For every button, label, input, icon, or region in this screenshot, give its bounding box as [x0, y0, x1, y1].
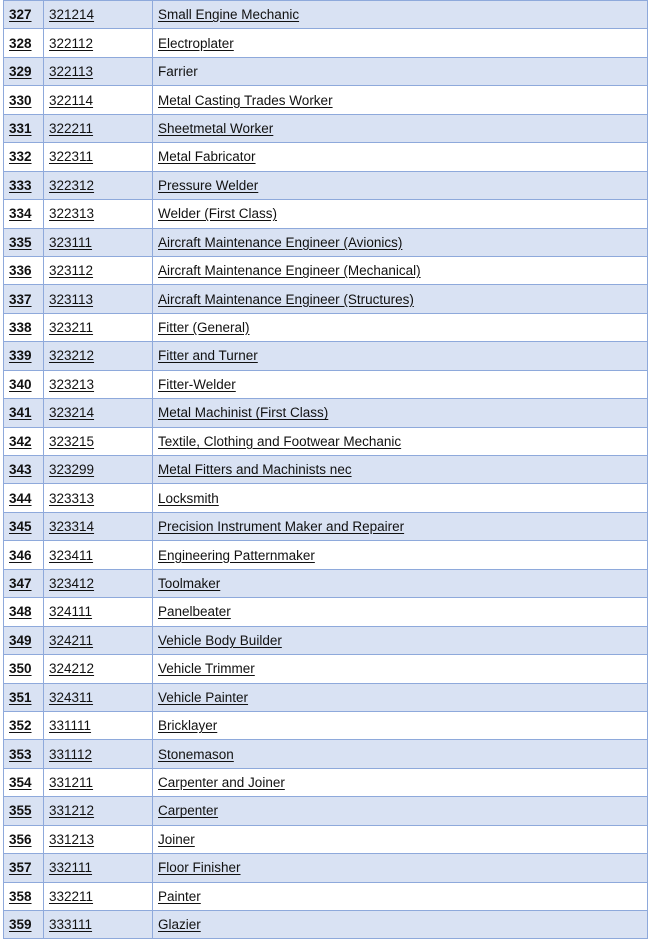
occupation-code-link[interactable]: 331212 [49, 803, 95, 819]
table-row [4, 512, 648, 540]
row-number-cell [4, 740, 44, 768]
occupation-title-cell [153, 768, 648, 796]
occupation-title-cell [153, 541, 648, 569]
row-number-cell [4, 456, 44, 484]
occupation-code-cell [44, 285, 153, 313]
occupation-title-cell [153, 200, 648, 228]
row-number-link[interactable]: 347 [9, 575, 32, 591]
occupation-table-body [4, 1, 648, 939]
occupation-title-link[interactable]: Pressure Welder [158, 177, 259, 193]
row-number-cell [4, 882, 44, 910]
row-number-link[interactable]: 330 [9, 92, 32, 108]
occupation-title-cell [153, 512, 648, 540]
table-row [4, 456, 648, 484]
row-number-cell [4, 797, 44, 825]
occupation-code-link[interactable]: 324111 [49, 604, 93, 620]
row-number-link[interactable]: 353 [9, 746, 32, 762]
row-number-link[interactable]: 327 [9, 7, 32, 23]
row-number-link[interactable]: 328 [9, 35, 32, 51]
occupation-title-cell [153, 655, 648, 683]
occupation-code-cell [44, 342, 153, 370]
occupation-title-link[interactable]: Bricklayer [158, 718, 218, 734]
occupation-title-cell [153, 399, 648, 427]
row-number-cell [4, 484, 44, 512]
table-row [4, 911, 648, 939]
occupation-title-link[interactable]: Engineering Patternmaker [158, 547, 315, 563]
occupation-code-cell [44, 456, 153, 484]
row-number-cell [4, 86, 44, 114]
occupation-title-link[interactable]: Fitter-Welder [158, 376, 236, 392]
occupation-title-link[interactable]: Precision Instrument Maker and Repairer [158, 519, 405, 535]
occupation-code-cell [44, 200, 153, 228]
occupation-code-link[interactable]: 332211 [49, 888, 94, 904]
occupation-title-link[interactable]: Textile, Clothing and Footwear Mechanic [158, 433, 402, 449]
occupation-code-link[interactable]: 331112 [49, 746, 93, 762]
occupation-title-link[interactable]: Metal Fitters and Machinists nec [158, 462, 352, 478]
table-row [4, 143, 648, 171]
row-number-link[interactable]: 334 [9, 206, 32, 222]
table-row [4, 711, 648, 739]
occupation-title-cell [153, 228, 648, 256]
occupation-title-link[interactable]: Aircraft Maintenance Engineer (Structures) [158, 291, 414, 307]
occupation-title-cell [153, 569, 648, 597]
occupation-code-link[interactable]: 331213 [49, 831, 95, 847]
row-number-cell [4, 342, 44, 370]
row-number-link[interactable]: 344 [9, 490, 32, 506]
row-number-cell [4, 29, 44, 57]
row-number-cell [4, 57, 44, 85]
occupation-code-link[interactable]: 323214 [49, 405, 95, 421]
table-row [4, 114, 648, 142]
row-number-link[interactable]: 329 [9, 64, 32, 80]
occupation-code-link[interactable]: 323411 [49, 547, 94, 563]
occupation-code-link[interactable]: 332111 [49, 860, 93, 876]
row-number-cell [4, 854, 44, 882]
occupation-code-link[interactable]: 324311 [49, 689, 94, 705]
row-number-link[interactable]: 359 [9, 917, 32, 933]
occupation-title-cell [153, 797, 648, 825]
occupation-title-link[interactable]: Small Engine Mechanic [158, 7, 300, 23]
table-row [4, 256, 648, 284]
occupation-code-link[interactable]: 323213 [49, 376, 95, 392]
row-number-cell [4, 1, 44, 29]
occupation-code-cell [44, 768, 153, 796]
occupation-title-cell [153, 854, 648, 882]
row-number-cell [4, 825, 44, 853]
occupation-code-link[interactable]: 323412 [49, 575, 95, 591]
occupation-code-cell [44, 370, 153, 398]
occupation-code-cell [44, 683, 153, 711]
occupation-title-cell [153, 598, 648, 626]
row-number-link[interactable]: 331 [9, 120, 32, 136]
table-row [4, 598, 648, 626]
occupation-title-cell [153, 256, 648, 284]
occupation-title-cell [153, 29, 648, 57]
row-number-cell [4, 711, 44, 739]
row-number-cell [4, 911, 44, 939]
occupation-title-cell [153, 484, 648, 512]
occupation-title-link[interactable]: Sheetmetal Worker [158, 120, 274, 136]
row-number-link[interactable]: 350 [9, 661, 32, 677]
row-number-link[interactable]: 352 [9, 718, 32, 734]
occupation-code-link[interactable]: 324211 [49, 632, 94, 648]
occupation-title-cell [153, 114, 648, 142]
row-number-link[interactable]: 341 [9, 405, 32, 421]
occupation-code-cell [44, 569, 153, 597]
occupation-code-link[interactable]: 323299 [49, 462, 95, 478]
table-row [4, 626, 648, 654]
occupation-code-link[interactable]: 323112 [49, 263, 94, 279]
row-number-link[interactable]: 337 [9, 291, 32, 307]
occupation-title-link[interactable]: Painter [158, 888, 201, 904]
row-number-cell [4, 285, 44, 313]
table-row [4, 882, 648, 910]
row-number-cell [4, 655, 44, 683]
occupation-code-cell [44, 29, 153, 57]
occupation-code-link[interactable]: 321214 [49, 7, 95, 23]
occupation-table [3, 0, 648, 939]
occupation-title-cell [153, 285, 648, 313]
occupation-title-link[interactable]: Floor Finisher [158, 860, 241, 876]
occupation-title: Farrier [158, 64, 198, 80]
occupation-title-link[interactable]: Locksmith [158, 490, 219, 506]
row-number-link[interactable]: 333 [9, 177, 32, 193]
occupation-code-cell [44, 541, 153, 569]
table-row [4, 29, 648, 57]
row-number-cell [4, 228, 44, 256]
occupation-code-cell [44, 86, 153, 114]
occupation-title-cell [153, 711, 648, 739]
occupation-code-cell [44, 313, 153, 341]
row-number-link[interactable]: 339 [9, 348, 32, 364]
row-number-cell [4, 598, 44, 626]
occupation-code-link[interactable]: 324212 [49, 661, 95, 677]
occupation-code-cell [44, 1, 153, 29]
occupation-code-link[interactable]: 323211 [49, 320, 94, 336]
occupation-title-cell [153, 171, 648, 199]
row-number-link[interactable]: 356 [9, 831, 32, 847]
row-number-cell [4, 143, 44, 171]
occupation-code-link[interactable]: 322312 [49, 177, 95, 193]
row-number-link[interactable]: 349 [9, 632, 32, 648]
table-row [4, 854, 648, 882]
row-number-cell [4, 512, 44, 540]
occupation-code-cell [44, 711, 153, 739]
row-number-link[interactable]: 342 [9, 433, 32, 449]
occupation-title-link[interactable]: Electroplater [158, 35, 234, 51]
occupation-code-cell [44, 825, 153, 853]
occupation-code-link[interactable]: 323313 [49, 490, 95, 506]
table-row [4, 825, 648, 853]
row-number-cell [4, 200, 44, 228]
table-row [4, 797, 648, 825]
occupation-title-link[interactable]: Fitter (General) [158, 320, 250, 336]
occupation-title-cell [153, 427, 648, 455]
occupation-title-link[interactable]: Aircraft Maintenance Engineer (Mechanical) [158, 263, 421, 279]
occupation-title-cell [153, 740, 648, 768]
occupation-title-link[interactable]: Stonemason [158, 746, 234, 762]
occupation-code-cell [44, 598, 153, 626]
table-row [4, 683, 648, 711]
occupation-title-link[interactable]: Metal Casting Trades Worker [158, 92, 333, 108]
table-row [4, 57, 648, 85]
row-number-link[interactable]: 354 [9, 775, 32, 791]
table-row [4, 655, 648, 683]
occupation-code-cell [44, 911, 153, 939]
occupation-code-link[interactable]: 322211 [49, 120, 94, 136]
occupation-title-cell [153, 313, 648, 341]
table-row [4, 740, 648, 768]
table-row [4, 200, 648, 228]
occupation-code-cell [44, 484, 153, 512]
table-row [4, 342, 648, 370]
occupation-title-cell [153, 626, 648, 654]
row-number-link[interactable]: 332 [9, 149, 32, 165]
occupation-title-link[interactable]: Carpenter and Joiner [158, 775, 285, 791]
occupation-code-cell [44, 171, 153, 199]
occupation-code-link[interactable]: 322313 [49, 206, 95, 222]
row-number-cell [4, 370, 44, 398]
row-number-cell [4, 427, 44, 455]
table-row [4, 399, 648, 427]
occupation-title-link[interactable]: Panelbeater [158, 604, 231, 620]
occupation-code-cell [44, 626, 153, 654]
row-number-link[interactable]: 340 [9, 376, 32, 392]
table-row [4, 569, 648, 597]
occupation-code-cell [44, 854, 153, 882]
table-row [4, 171, 648, 199]
row-number-link[interactable]: 343 [9, 462, 32, 478]
occupation-code-cell [44, 114, 153, 142]
occupation-code-link[interactable]: 323212 [49, 348, 95, 364]
row-number-link[interactable]: 355 [9, 803, 32, 819]
row-number-link[interactable]: 345 [9, 519, 32, 535]
row-number-link[interactable]: 358 [9, 888, 32, 904]
occupation-code-cell [44, 655, 153, 683]
occupation-code-cell [44, 256, 153, 284]
occupation-code-cell [44, 512, 153, 540]
occupation-title-link[interactable]: Carpenter [158, 803, 219, 819]
occupation-title-cell [153, 683, 648, 711]
occupation-code-cell [44, 143, 153, 171]
row-number-cell [4, 541, 44, 569]
row-number-cell [4, 313, 44, 341]
occupation-code-link[interactable]: 322114 [49, 92, 94, 108]
occupation-title-cell [153, 911, 648, 939]
occupation-code-cell [44, 427, 153, 455]
occupation-code-cell [44, 882, 153, 910]
occupation-title-cell [153, 882, 648, 910]
occupation-title-link[interactable]: Aircraft Maintenance Engineer (Avionics) [158, 234, 403, 250]
occupation-code-cell [44, 740, 153, 768]
occupation-code-link[interactable]: 322311 [49, 149, 94, 165]
occupation-code-cell [44, 228, 153, 256]
occupation-title-link[interactable]: Vehicle Body Builder [158, 632, 282, 648]
table-row [4, 313, 648, 341]
row-number-link[interactable]: 338 [9, 320, 32, 336]
table-row [4, 427, 648, 455]
row-number-cell [4, 683, 44, 711]
table-row [4, 370, 648, 398]
row-number-cell [4, 256, 44, 284]
row-number-cell [4, 114, 44, 142]
row-number-cell [4, 399, 44, 427]
row-number-link[interactable]: 336 [9, 263, 32, 279]
occupation-code-link[interactable]: 331211 [49, 775, 94, 791]
row-number-link[interactable]: 357 [9, 860, 32, 876]
occupation-code-link[interactable]: 323314 [49, 519, 95, 535]
occupation-title-cell [153, 370, 648, 398]
row-number-link[interactable]: 335 [9, 234, 32, 250]
row-number-cell [4, 569, 44, 597]
occupation-code-link[interactable]: 323113 [49, 291, 94, 307]
occupation-code-link[interactable]: 322113 [49, 64, 94, 80]
occupation-code-link[interactable]: 323215 [49, 433, 95, 449]
occupation-title-cell [153, 456, 648, 484]
table-row [4, 484, 648, 512]
occupation-title-link[interactable]: Joiner [158, 831, 195, 847]
occupation-title-link[interactable]: Glazier [158, 917, 201, 933]
table-row [4, 541, 648, 569]
occupation-title-cell [153, 825, 648, 853]
table-row [4, 1, 648, 29]
row-number-link[interactable]: 351 [9, 689, 32, 705]
occupation-code-link[interactable]: 331111 [49, 718, 92, 734]
row-number-cell [4, 171, 44, 199]
row-number-cell [4, 768, 44, 796]
occupation-title-link[interactable]: Metal Machinist (First Class) [158, 405, 329, 421]
occupation-code-link[interactable]: 333111 [49, 917, 93, 933]
occupation-title-link[interactable]: Metal Fabricator [158, 149, 256, 165]
occupation-code-cell [44, 797, 153, 825]
occupation-title-cell [153, 342, 648, 370]
occupation-title-cell [153, 57, 648, 85]
occupation-title-link[interactable]: Vehicle Painter [158, 689, 249, 705]
table-row [4, 768, 648, 796]
row-number-link[interactable]: 346 [9, 547, 32, 563]
table-row [4, 86, 648, 114]
occupation-title-cell [153, 86, 648, 114]
table-row [4, 228, 648, 256]
occupation-title-link[interactable]: Fitter and Turner [158, 348, 258, 364]
occupation-title-link[interactable]: Toolmaker [158, 575, 221, 591]
occupation-code-link[interactable]: 323111 [49, 234, 93, 250]
occupation-title-cell [153, 143, 648, 171]
occupation-title-link[interactable]: Welder (First Class) [158, 206, 278, 222]
row-number-cell [4, 626, 44, 654]
occupation-title-cell [153, 1, 648, 29]
occupation-code-cell [44, 399, 153, 427]
occupation-code-link[interactable]: 322112 [49, 35, 94, 51]
occupation-title-link[interactable]: Vehicle Trimmer [158, 661, 255, 677]
table-row [4, 285, 648, 313]
occupation-code-cell [44, 57, 153, 85]
row-number-link[interactable]: 348 [9, 604, 32, 620]
